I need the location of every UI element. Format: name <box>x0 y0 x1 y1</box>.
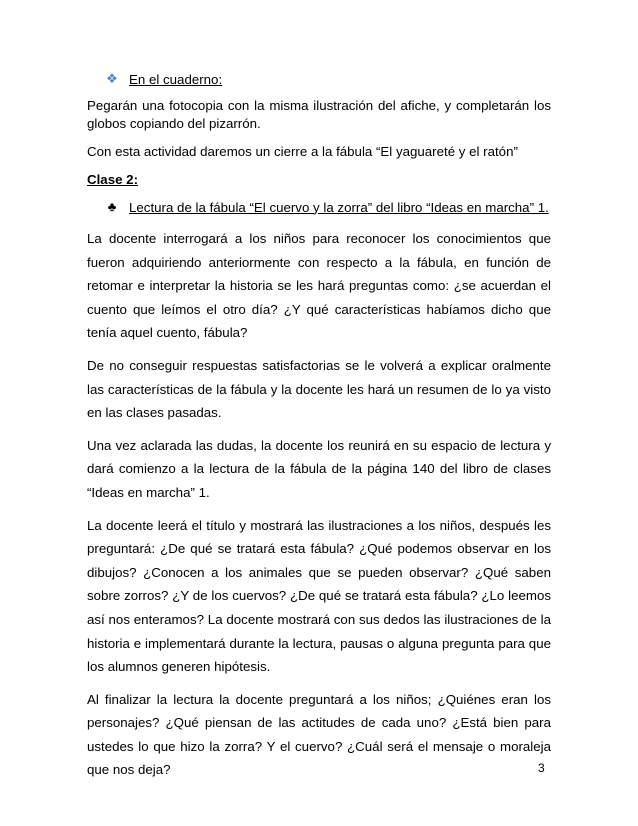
paragraph-dudas: Una vez aclarada las dudas, la docente los reunirá en su espacio de lectura y dará comienzo a la lectura de la fábula de la página 140 del libro de clases “Ideas en marcha” 1. <box>87 437 551 500</box>
diamond-bullet-icon: ❖ <box>106 71 118 86</box>
paragraph-titulo: La docente leerá el título y mostrará las ilustraciones a los niños, después les preguntará: ¿De qué se tratará esta fábula? ¿Qué podemos observar en los dibujos? ¿Conocen a los animales que se pueden observar? ¿Qué saben sobre zorros? ¿Y de los cuervos? ¿De qué se tratará esta fábula? ¿Lo leemos así nos enteramos? La docente mostrará con sus dedos las ilustraciones de la historia e implementará durante la lectura, pausas o alguna pregunta para que los alumnos generen hipótesis. <box>87 517 551 675</box>
page-content <box>87 70 551 782</box>
paragraph-finalizar: Al finalizar la lectura la docente preguntará a los niños; ¿Quiénes eran los personajes? ¿Qué piensan de las actitudes de cada uno? ¿Está bien para ustedes lo que hizo la zorra? Y el cuervo? ¿Cuál será el mensaje o moraleja que nos deja? <box>87 691 551 778</box>
paragraph-cierre: Con esta actividad daremos un cierre a la fábula “El yaguareté y el ratón” <box>87 144 518 159</box>
cuaderno-label: En el cuaderno: <box>129 71 223 87</box>
paragraph-respuestas: De no conseguir respuestas satisfactorias se le volverá a explicar oralmente las características de la fábula y la docente les hará un resumen de lo ya visto en las clases pasadas. <box>87 357 551 421</box>
club-bullet-icon: ♣ <box>107 199 117 214</box>
page-number: 3 <box>538 761 545 775</box>
paragraph-interrogar: La docente interrogará a los niños para reconocer los conocimientos que fueron adquiriendo anteriormente con respecto a la fábula, en función de retomar e interpretar la historia se les hará preguntas como: ¿se acuerdan el cuento que leímos el otro día? ¿Y qué características habíamos dicho que tenía aquel cuento, fábula? <box>87 231 551 341</box>
paragraph-fotocopia: Pegarán una fotocopia con la misma ilustración del afiche, y completarán los globos copiando del pizarrón. <box>87 98 551 131</box>
clase-heading: Clase 2: <box>87 172 138 187</box>
cuaderno-bullet-item <box>105 70 551 88</box>
lectura-label: Lectura de la fábula “El cuervo y la zorra” del libro “Ideas en marcha” 1. <box>129 199 549 215</box>
lectura-bullet-item <box>105 198 551 216</box>
